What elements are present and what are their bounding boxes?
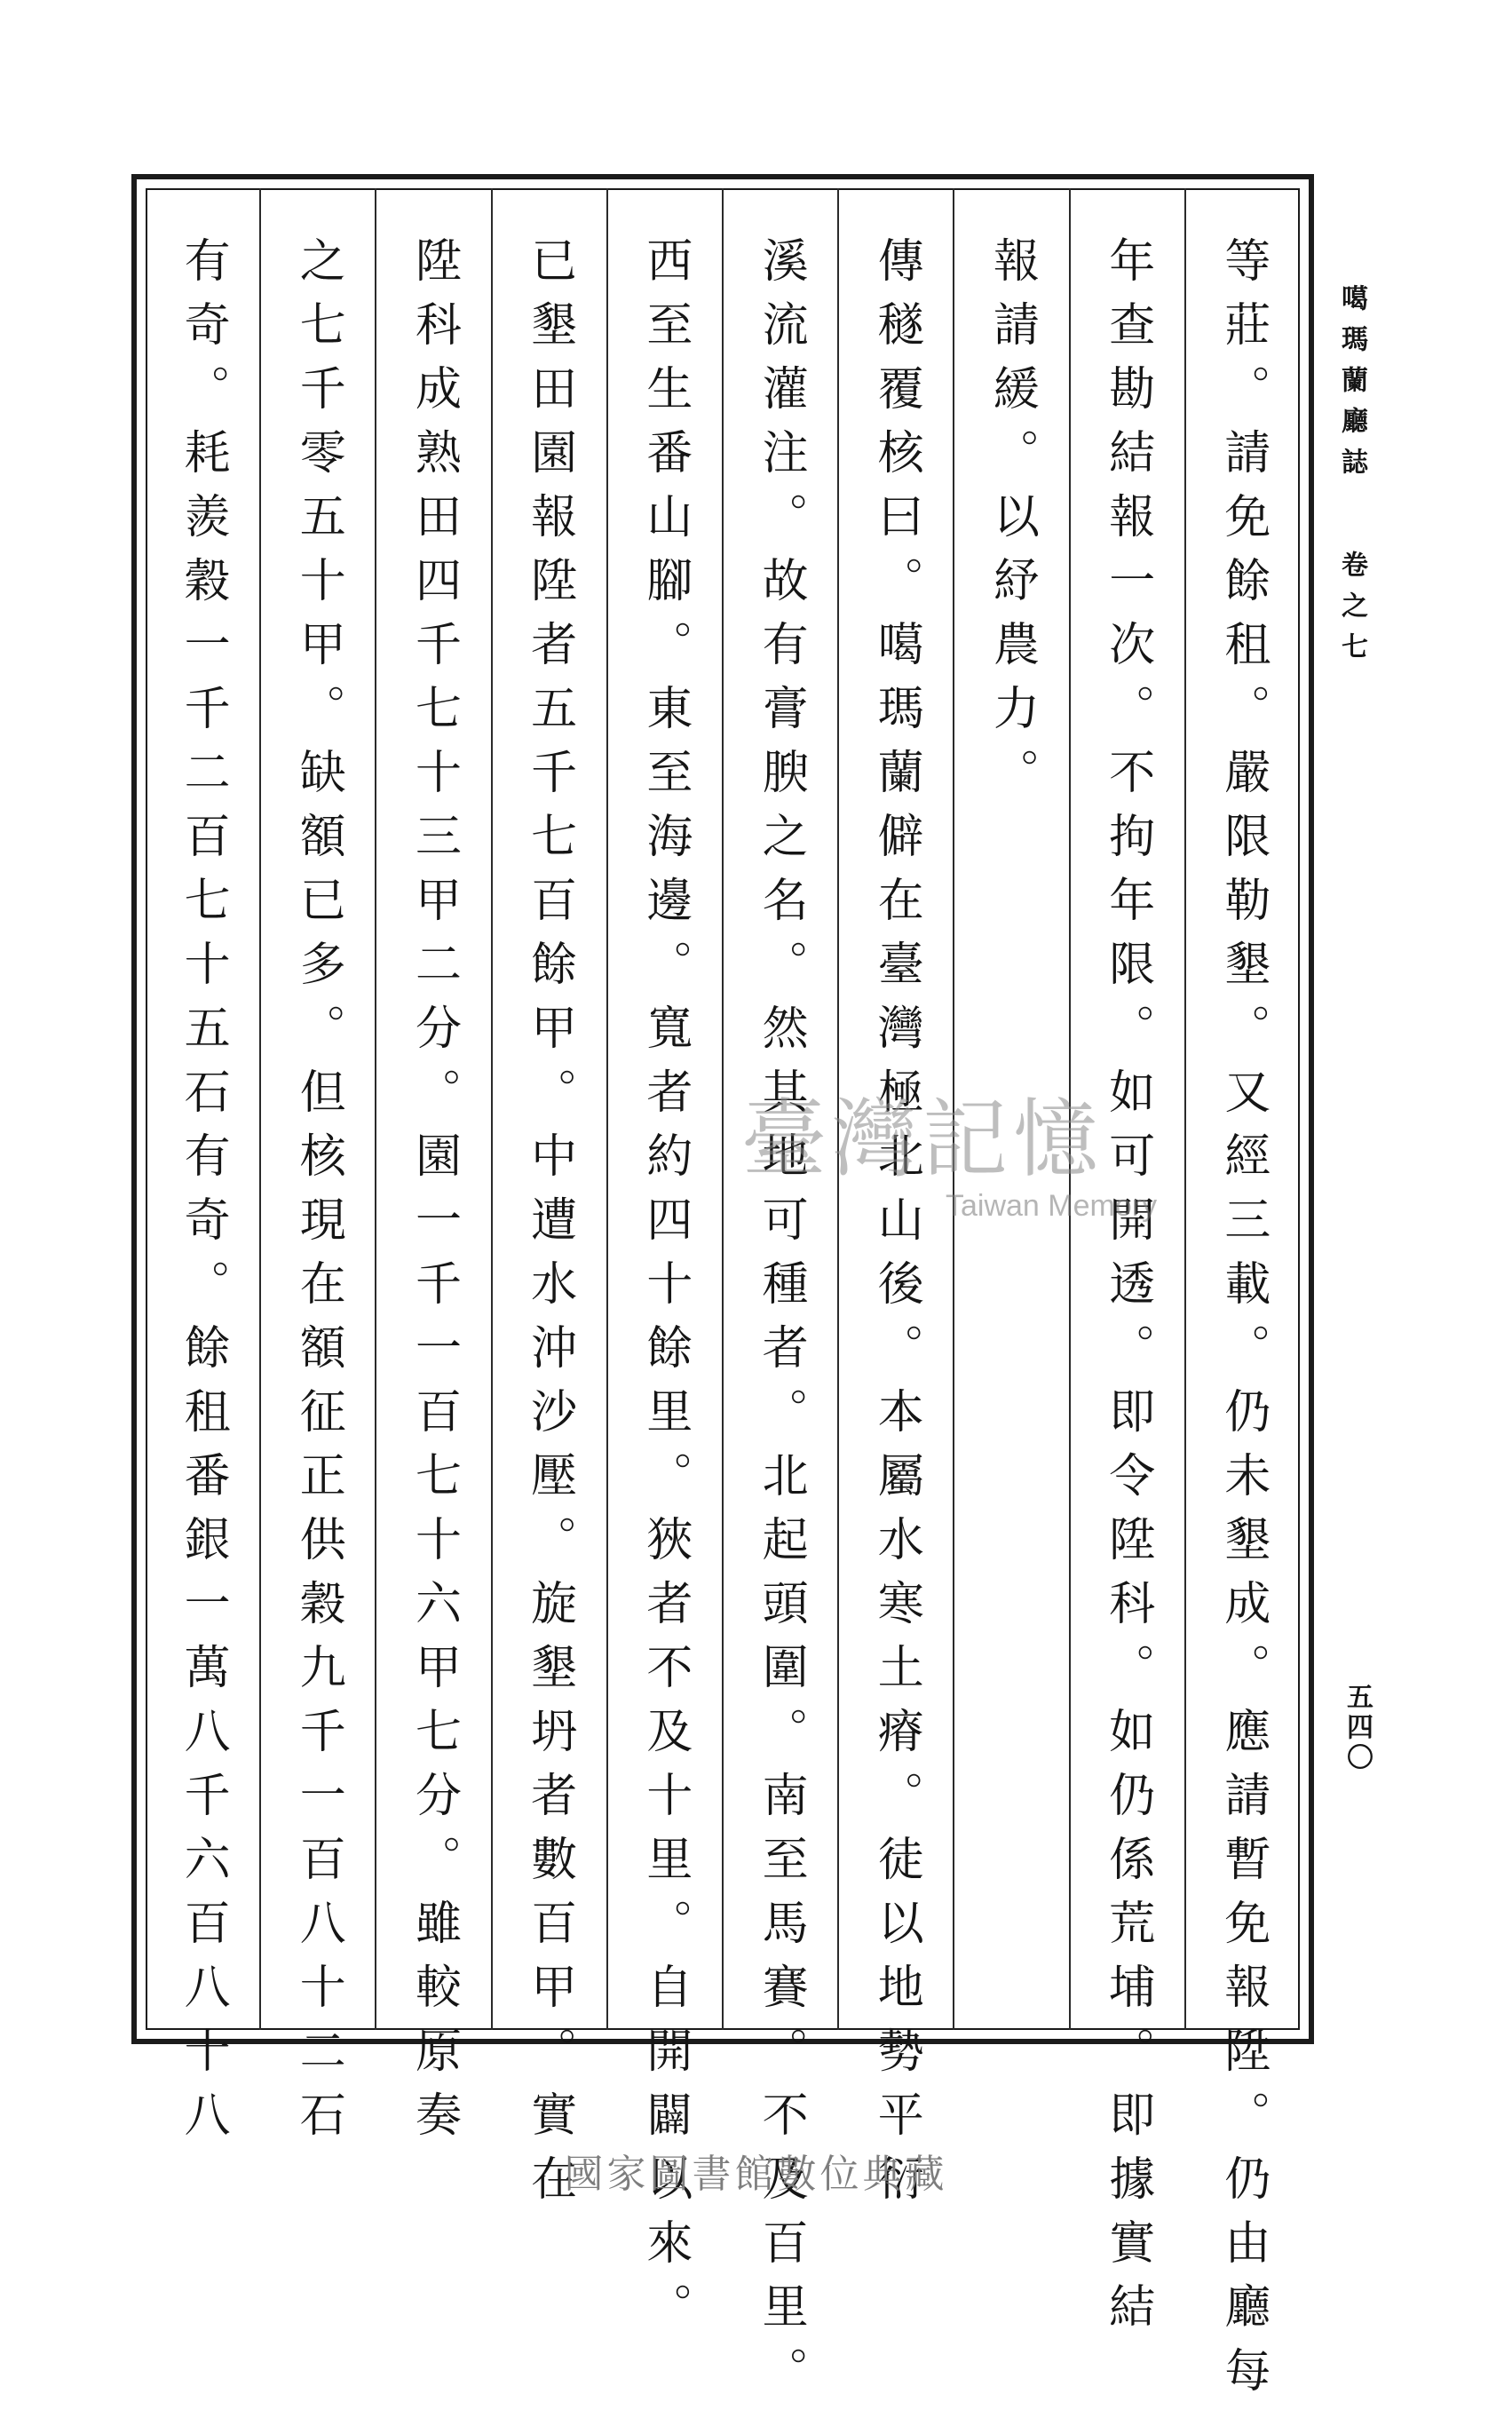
column-text: 年查勘結報一次。不拘年限。如可開透。即令陞科。如仍係荒埔。即據實結 [1100, 236, 1154, 2346]
text-column [606, 188, 722, 2346]
book-title: 噶瑪蘭廳誌 [1336, 284, 1367, 488]
watermark [741, 1090, 1203, 1257]
column-text: 等莊。請免餘租。嚴限勒墾。又經三載。仍未墾成。應請暫免報陞。仍由廳每 [1215, 236, 1270, 2410]
margin-header [1332, 284, 1371, 673]
column-text: 溪流灌注。故有膏腴之名。然其地可種者。北起頭圍。南至馬賽。不及百里。 [754, 236, 808, 2410]
text-column [375, 188, 490, 2154]
column-text: 陞科成熟田四千七十三甲二分。園一千一百七十六甲七分。雖較原奏 [407, 236, 461, 2154]
watermark-cjk: 臺灣記憶 [741, 1090, 1104, 1189]
column-text: 有奇。耗羨穀一千二百七十五石有奇。餘租番銀一萬八千六百八十八 [176, 236, 230, 2154]
column-text: 報請緩。以紓農力。 [985, 236, 1039, 812]
column-text: 之七千零五十甲。缺額已多。但核現在額征正供穀九千一百八十二石 [291, 236, 345, 2154]
watermark-en: Taiwan Memory [946, 1189, 1158, 1223]
text-column [491, 188, 606, 2218]
footer-source: 國家圖書館數位典藏 [564, 2152, 948, 2197]
volume-label: 卷之七 [1336, 551, 1367, 673]
page-number: 五四〇 [1342, 1683, 1373, 1773]
column-text: 已墾田園報陞者五千七百餘甲。中遭水沖沙壓。旋墾坍者數百甲。實在 [522, 236, 576, 2218]
text-column [146, 188, 259, 2154]
column-text: 西至生番山腳。東至海邊。寬者約四十餘里。狹者不及十里。自開闢以來。 [637, 236, 692, 2346]
text-column [259, 188, 375, 2154]
column-text: 傳穟覆核曰。噶瑪蘭僻在臺灣極北山後。本屬水寒土瘠。徒以地勢平衍 [869, 236, 923, 2218]
